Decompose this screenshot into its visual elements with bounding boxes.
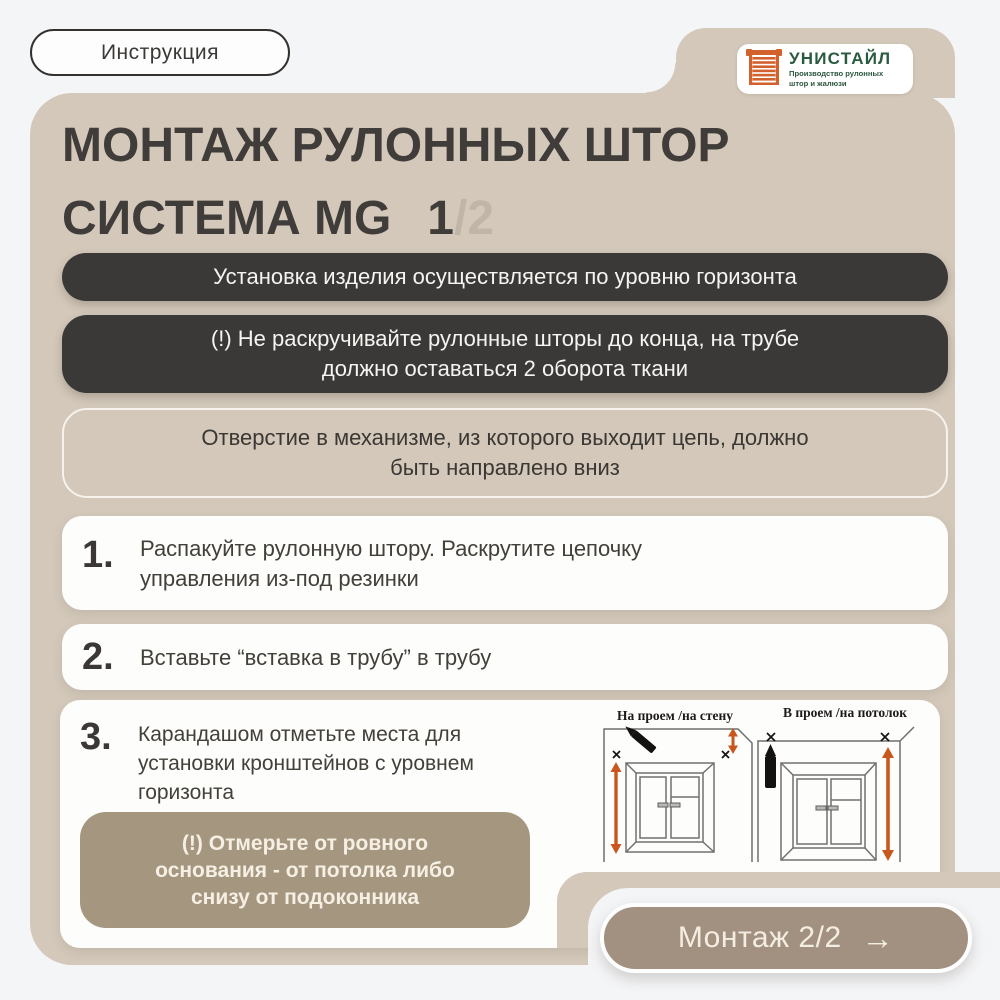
installation-diagram — [588, 700, 940, 876]
instruction-tag — [30, 29, 290, 76]
step-3-text: Карандашом отметьте места для установки кронштейнов с уровнем горизонта — [138, 723, 474, 804]
next-page-button[interactable] — [600, 903, 972, 973]
right-pencil-icon — [765, 744, 776, 788]
page-number-total: /2 — [453, 192, 495, 245]
notice-chain-hole: Отверстие в механизме, из которого выходит цепь, должно быть направлено вниз — [62, 408, 948, 498]
diagram-drawing — [588, 700, 940, 876]
diagram-label-ceiling: В проем /на потолок — [782, 705, 908, 720]
roller-blind-logo-icon — [746, 48, 782, 91]
step-1-text: Распакуйте рулонную штору. Раскрутите цепочку управления из-под резинки — [140, 536, 643, 591]
brand-text — [789, 50, 891, 88]
notice-unroll-warning: (!) Не раскручивайте рулонные шторы до конца, на трубе должно оставаться 2 оборота ткани — [62, 315, 948, 393]
step-1-card — [62, 516, 948, 610]
page-number-current: 1 — [427, 192, 454, 245]
brand-tagline: Производство рулонных штор и жалюзи — [789, 69, 884, 88]
left-window-handles — [658, 803, 680, 807]
page-title-line1: МОНТАЖ РУЛОННЫХ ШТОР — [62, 119, 730, 172]
measure-warning-box: (!) Отмерьте от ровного основания - от потолка либо снизу от подоконника — [80, 812, 530, 928]
step-3-number: 3. — [80, 716, 112, 758]
arrow-right-icon: → — [861, 920, 895, 956]
notice-level: Установка изделия осуществляется по уровню горизонта — [62, 253, 948, 301]
left-x-marks — [613, 751, 729, 758]
right-x-marks — [767, 733, 889, 741]
next-page-label: Монтаж 2/2 — [677, 921, 842, 954]
page-title — [62, 119, 730, 268]
step-2-text: Вставьте “вставка в трубу” в трубу — [140, 645, 492, 670]
left-height-arrow — [611, 762, 622, 854]
left-pencil-icon — [623, 723, 657, 753]
logo-tab-fillet — [646, 63, 676, 93]
instruction-tag-label: Инструкция — [100, 40, 220, 64]
page-title-line2: СИСТЕМА MG 1/2 — [62, 192, 495, 245]
brand-name: УНИСТАЙЛ — [789, 49, 892, 69]
brand-logo — [737, 44, 913, 94]
right-window — [781, 763, 876, 860]
left-gap-arrow — [728, 728, 738, 754]
step-2-number: 2. — [82, 636, 114, 678]
step-2-card — [62, 624, 948, 690]
right-height-arrow — [882, 747, 894, 861]
step-1-number: 1. — [82, 534, 114, 576]
diagram-label-wall: На проем /на стену — [616, 708, 734, 723]
